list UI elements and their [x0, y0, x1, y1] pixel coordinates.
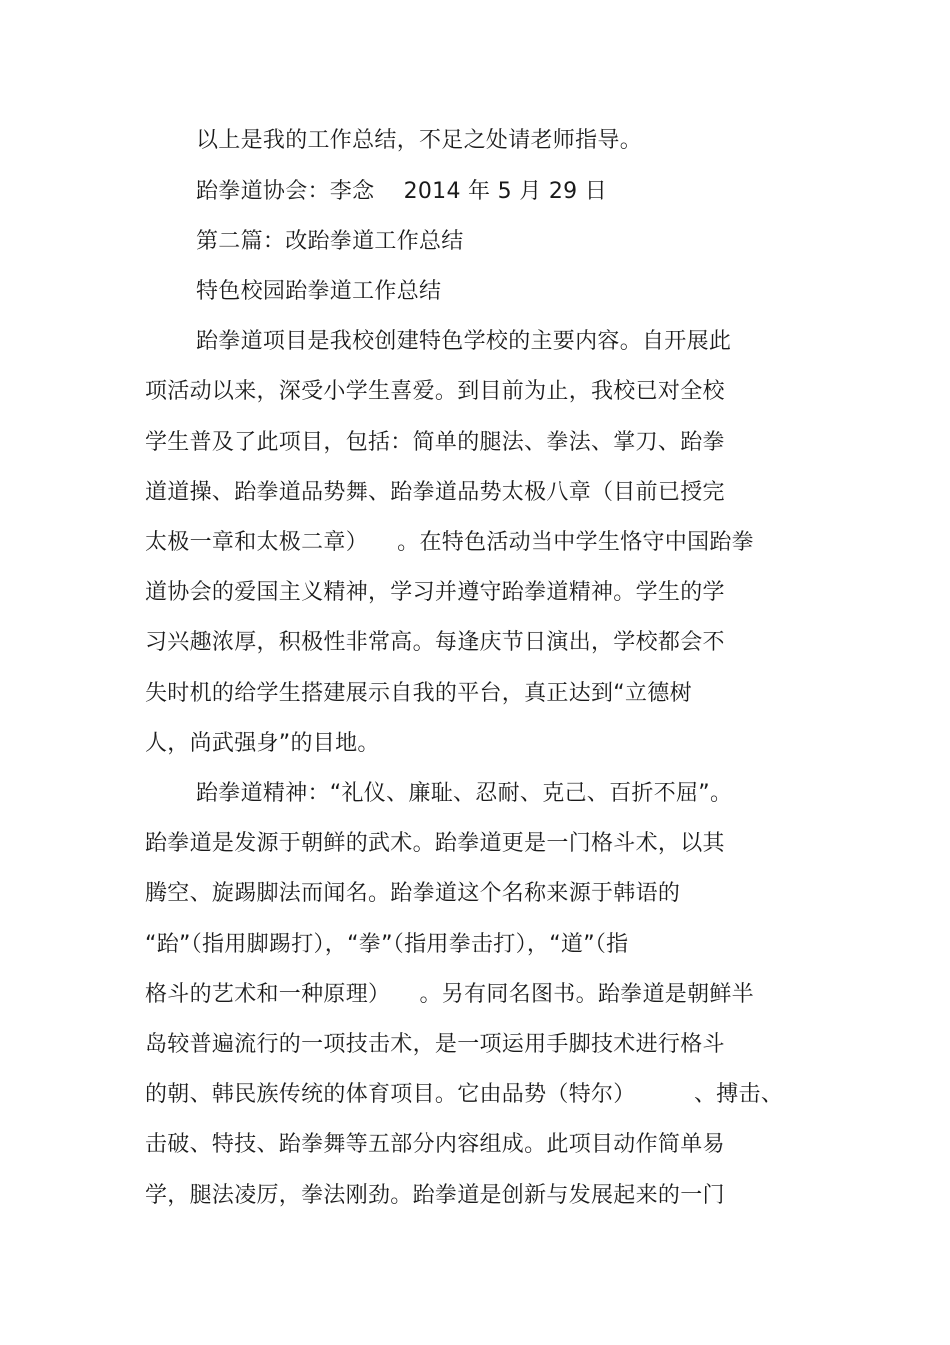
text-line: 习兴趣浓厚，积极性非常高。每逢庆节日演出，学校都会不: [145, 630, 725, 655]
text-line: 人，尚武强身”的目地。: [145, 731, 380, 756]
text-line: 第二篇：改跆拳道工作总结: [196, 229, 464, 254]
text-line: 以上是我的工作总结，不足之处请老师指导。: [196, 128, 643, 153]
text-line: 道协会的爱国主义精神，学习并遵守跆拳道精神。学生的学: [145, 580, 725, 605]
text-line: “跆”（指用脚踢打），“拳”（指用拳击打），“道”（指: [145, 932, 629, 957]
text-line: 跆拳道是发源于朝鲜的武术。跆拳道更是一门格斗术，以其: [145, 831, 725, 856]
text-line: 岛较普遍流行的一项技击术，是一项运用手脚技术进行格斗: [145, 1032, 725, 1057]
text-line: 项活动以来，深受小学生喜爱。到目前为止，我校已对全校: [145, 379, 725, 404]
text-line: 特色校园跆拳道工作总结: [196, 279, 442, 304]
text-line: 跆拳道协会：李念 2014 年 5 月 29 日: [196, 179, 608, 204]
text-line: 道道操、跆拳道品势舞、跆拳道品势太极八章（目前已授完: [145, 480, 725, 505]
text-line: 太极一章和太极二章） 。在特色活动当中学生恪守中国跆拳: [145, 530, 754, 555]
text-line: 跆拳道精神：“礼仪、廉耻、忍耐、克己、百折不屈”。: [196, 781, 733, 806]
text-line: 的朝、韩民族传统的体育项目。它由品势（特尔） 、搏击、: [145, 1082, 784, 1107]
text-line: 腾空、旋踢脚法而闻名。跆拳道这个名称来源于韩语的: [145, 881, 681, 906]
text-line: 学，腿法凌厉，拳法刚劲。跆拳道是创新与发展起来的一门: [145, 1183, 725, 1208]
text-line: 跆拳道项目是我校创建特色学校的主要内容。自开展此: [196, 329, 732, 354]
text-line: 失时机的给学生搭建展示自我的平台，真正达到“立德树: [145, 681, 692, 706]
text-line: 格斗的艺术和一种原理） 。另有同名图书。跆拳道是朝鲜半: [145, 982, 754, 1007]
text-line: 击破、特技、跆拳舞等五部分内容组成。此项目动作简单易: [145, 1132, 725, 1157]
text-line: 学生普及了此项目，包括：简单的腿法、拳法、掌刀、跆拳: [145, 430, 725, 455]
